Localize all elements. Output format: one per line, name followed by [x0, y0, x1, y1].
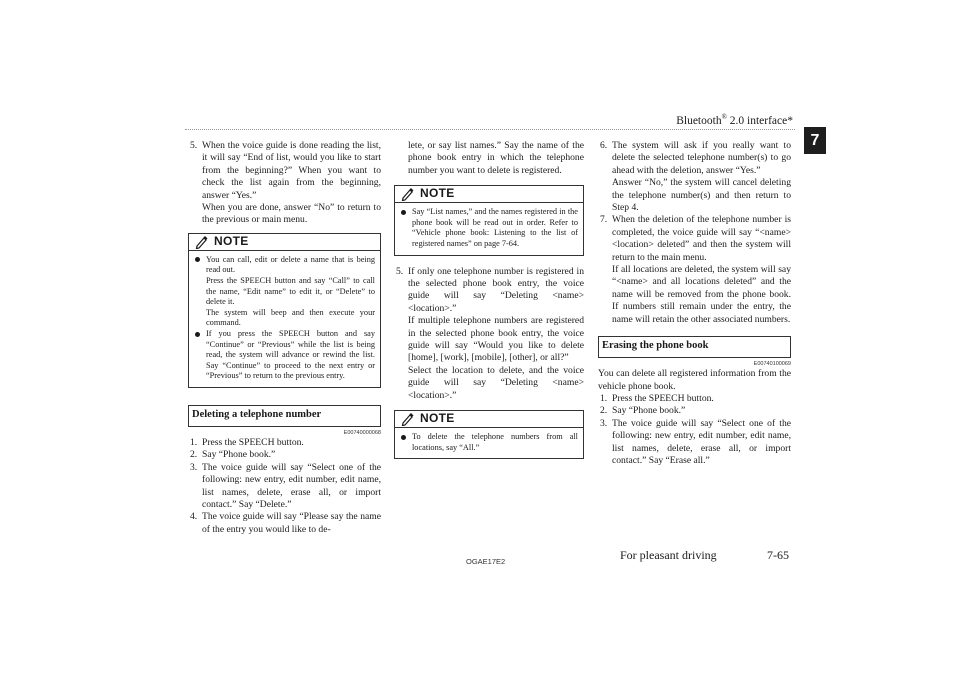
step-text: Say “Phone book.”: [612, 405, 686, 417]
note-item: [194, 255, 375, 329]
step-number: 6.: [600, 140, 608, 151]
note-header: [395, 411, 583, 428]
step-text: Answer “No,” the system will cancel deleting the telephone number(s) and then return to Step 4.: [612, 177, 791, 214]
list-item: [394, 266, 584, 402]
note-header: [189, 234, 380, 251]
step-text: The voice guide will say “Select one of the following: new entry, edit number, edit name, list names, delete, erase all, or import contact.” Say “Delete.”: [202, 461, 381, 510]
note-text: If you press the SPEECH button and say “Continue” or “Previous” while the list is being read, the system will advance or rewind the list. Say “Continue” to proceed to the next entry or “Previous” to return to the previous entry.: [206, 329, 375, 381]
list-item: [598, 405, 791, 417]
column-3: [598, 140, 791, 467]
note-text: You can call, edit or delete a name that is being read out.: [206, 254, 375, 275]
footer-section: For pleasant driving: [620, 548, 717, 562]
note-box: [188, 233, 381, 388]
step-text: The voice guide will say “Select one of the following: new entry, edit number, edit name, list names, delete, erase all, or import contact.” Say “Erase all.”: [612, 417, 791, 466]
list-item: [188, 462, 381, 512]
note-icon: [401, 412, 415, 426]
note-icon: [401, 187, 415, 201]
step-text: If only one telephone number is registered in the selected phone book entry, the voice guide will say “Deleting <name> <location>.”: [408, 265, 584, 314]
header-title: Bluetooth: [676, 114, 722, 127]
registered-mark: ®: [721, 113, 727, 121]
note-text: To delete the telephone numbers from all locations, say “All.”: [412, 432, 578, 452]
step-number: 2.: [600, 405, 608, 417]
step-number: 7.: [600, 214, 608, 226]
note-body: [189, 251, 380, 387]
section-code: E00740100069: [753, 361, 791, 368]
step-text: If all locations are deleted, the system will say “<name> and all locations deleted” and the name will be removed from the phone book. If numbers still remain under the entry, the name will retain the other associated numbers.: [612, 264, 791, 325]
intro-text: You can delete all registered information from the vehicle phone book.: [598, 368, 791, 392]
note-body: [395, 428, 583, 458]
step-text: Press the SPEECH button.: [612, 392, 714, 404]
list-item: [598, 214, 791, 326]
page-number: 7-65: [767, 548, 789, 562]
list-item: [598, 418, 791, 468]
note-box: [394, 410, 584, 459]
list-item: [188, 140, 381, 227]
step-text: When the voice guide is done reading the list, it will say “End of list, would you like to start from the beginning?” When you want to check the list again from the beginning, answer “Yes.”: [202, 140, 381, 201]
list-item: [598, 393, 791, 405]
step-text: If multiple telephone numbers are registered in the selected phone book entry, the voice guide will say “Would you like to delete [home], [work], [mobile], [other], or all?”: [408, 315, 584, 364]
column-2: [394, 140, 584, 459]
list-item: [188, 511, 381, 536]
note-text: Say “List names,” and the names registered in the phone book will be read out in order. Refer to “Vehicle phone book: Listening to the list of registered names” on page 7-64.: [412, 207, 578, 248]
running-header: [676, 113, 793, 127]
note-box: [394, 185, 584, 255]
step-text: Say “Phone book.”: [202, 449, 276, 461]
list-item: [188, 449, 381, 461]
chapter-tab: [804, 127, 826, 154]
note-text: The system will beep and then execute your command.: [206, 307, 375, 328]
section-code: E00740000068: [343, 429, 381, 436]
step-text: When you are done, answer “No” to return to the previous or main menu.: [202, 202, 381, 226]
step-text: Select the location to delete, and the voice guide will say “Deleting <name> <location>.”: [408, 364, 584, 401]
header-title-rest: 2.0 interface*: [726, 114, 793, 127]
step-number: 5.: [190, 140, 198, 151]
section-title: Deleting a telephone number: [192, 408, 322, 420]
header-rule: [185, 129, 795, 130]
step-number: 4.: [190, 511, 198, 523]
note-body: [395, 203, 583, 254]
section-title: Erasing the phone book: [602, 340, 709, 352]
bullet-icon: [195, 257, 200, 262]
bullet-icon: [195, 332, 200, 337]
step-number: 1.: [600, 392, 608, 404]
step-number: 3.: [600, 417, 608, 429]
chapter-number: 7: [810, 132, 820, 149]
note-header: [395, 186, 583, 203]
bullet-icon: [401, 210, 406, 215]
step-number: 3.: [190, 461, 198, 473]
section-heading-box: [188, 405, 381, 427]
note-item: [400, 432, 578, 453]
step-text: The voice guide will say “Please say the name of the entry you would like to de-: [202, 511, 381, 535]
column-1: [188, 140, 381, 536]
note-text: Press the SPEECH button and say “Call” to call the name, “Edit name” to edit it, or “Delete” to delete it.: [206, 276, 375, 307]
note-item: [400, 207, 578, 249]
note-item: [194, 329, 375, 382]
note-label: NOTE: [214, 233, 249, 248]
step-number: 5.: [396, 265, 404, 277]
step-text: Press the SPEECH button.: [202, 436, 304, 448]
step-number: 2.: [190, 449, 198, 461]
step-continuation: lete, or say list names.” Say the name of the phone book entry in which the telephone number you want to delete is registered.: [408, 140, 584, 176]
note-label: NOTE: [420, 186, 455, 201]
step-text: The system will ask if you really want to delete the selected telephone number(s) to go ahead with the deletion, answer “Yes.”: [612, 140, 791, 176]
section-heading-box: [598, 336, 791, 358]
list-item: [598, 140, 791, 214]
bullet-icon: [401, 435, 406, 440]
step-number: 1.: [190, 436, 198, 448]
footer-code: OGAE17E2: [466, 557, 506, 566]
step-text: When the deletion of the telephone number is completed, the voice guide will say “<name> <location> deleted” and then the system will return to the main menu.: [612, 214, 791, 263]
note-label: NOTE: [420, 411, 455, 426]
note-icon: [195, 235, 209, 249]
list-item: [188, 437, 381, 449]
